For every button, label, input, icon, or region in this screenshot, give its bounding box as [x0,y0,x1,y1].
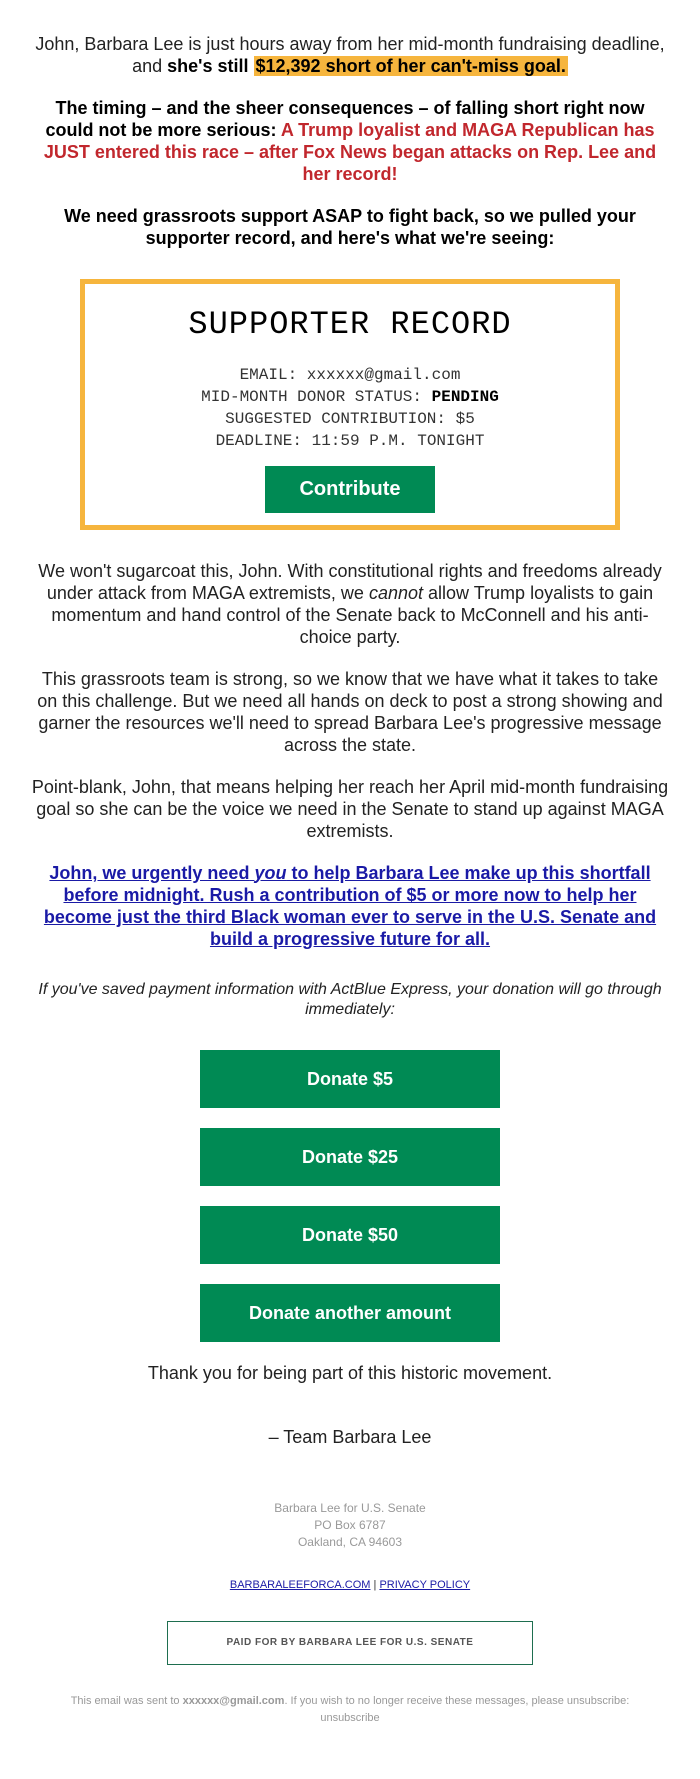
shortfall-highlight: $12,392 short of her can't-miss goal. [255,56,566,76]
privacy-policy-link[interactable]: PRIVACY POLICY [379,1579,471,1591]
signature: – Team Barbara Lee [268,1427,432,1447]
sent-suffix: . If you wish to no longer receive these messages, please unsubscribe: [284,1695,630,1707]
intro-text: John, Barbara Lee is just hours away from her mid-month fundraising deadline, and [35,34,665,76]
footer-city: Oakland, CA 94603 [297,1535,403,1549]
email-body [30,33,670,1727]
paid-for-disclaimer: PAID FOR BY BARBARA LEE FOR U.S. SENATE [167,1621,533,1665]
record-email-line: EMAIL: xxxxxx@gmail.com [239,366,461,384]
cta-text-b: to help Barbara Lee make up this shortfall before midnight. Rush a contribution of $5 or more now to help her become just the third Black woman ever to serve in the U.S. Senate and build a progressive future for all. [43,863,657,949]
cta-paragraph [30,862,670,950]
record-deadline-line: DEADLINE: 11:59 P.M. TONIGHT [215,432,485,450]
footer-unsubscribe-note [30,1693,670,1727]
support-paragraph: We need grassroots support ASAP to fight back, so we pulled your supporter record, and here's what we're seeing: [64,206,636,248]
supporter-record-title: SUPPORTER RECORD [188,306,512,343]
website-link[interactable]: BARBARALEEFORCA.COM [229,1579,371,1591]
cta-text-a: John, we urgently need [49,863,250,883]
footer-po-box: PO Box 6787 [314,1518,386,1532]
body-paragraph-2: This grassroots team is strong, so we know that we have what it takes to take on this challenge. But we need all hands on deck to post a strong showing and garner the resources we'll need to spread Barbara Lee's progressive message across the state. [37,669,663,755]
record-status-value: PENDING [431,388,499,406]
timing-text: The timing – and the sheer consequences – of falling short right now could not be more serious: [45,98,645,140]
record-status-label: MID-MONTH DONOR STATUS: [201,388,422,406]
timing-paragraph [30,97,670,185]
cta-link[interactable] [44,863,656,949]
footer-address [30,1500,670,1551]
cta-emphasis: you [254,863,287,883]
body-p1-text-a: We won't sugarcoat this, John. With constitutional rights and freedoms already under attack from MAGA extremists, we [38,561,662,603]
thanks-line: Thank you for being part of this historic movement. [147,1363,553,1383]
unsubscribe-link[interactable]: unsubscribe [320,1712,380,1724]
donate-other-amount-button[interactable]: Donate another amount [200,1284,500,1342]
donate-25-button[interactable]: Donate $25 [200,1128,500,1186]
contribute-button[interactable]: Contribute [265,466,435,513]
footer-org: Barbara Lee for U.S. Senate [274,1501,426,1515]
donate-5-button[interactable]: Donate $5 [200,1050,500,1108]
supporter-record-box [80,279,620,530]
body-p1-text-b: allow Trump loyalists to gain momentum and hand control of the Senate back to McConnell and his anti-choice party. [51,583,654,647]
sent-prefix: This email was sent to [70,1695,180,1707]
body-paragraph-3: Point-blank, John, that means helping her reach her April mid-month fundraising goal so she can be the voice we need in the Senate to stand up against MAGA extremists. [31,777,669,841]
supporter-record-details [105,364,595,452]
donate-50-button[interactable]: Donate $50 [200,1206,500,1264]
timing-alert-text: A Trump loyalist and MAGA Republican has JUST entered this race – after Fox News began attacks on Rep. Lee and her record! [43,120,657,184]
intro-bold-text: she's still [167,56,249,76]
record-suggested-line: SUGGESTED CONTRIBUTION: $5 [225,410,475,428]
intro-paragraph [30,33,670,77]
body-paragraph-1 [30,560,670,648]
sent-email: xxxxxx@gmail.com [182,1695,285,1707]
actblue-express-note: If you've saved payment information with ActBlue Express, your donation will go through immediately: [38,981,662,1018]
body-p1-emphasis: cannot [368,583,424,603]
record-status-line [105,386,595,408]
footer-links [30,1579,670,1591]
footer-link-separator: | [373,1579,377,1591]
